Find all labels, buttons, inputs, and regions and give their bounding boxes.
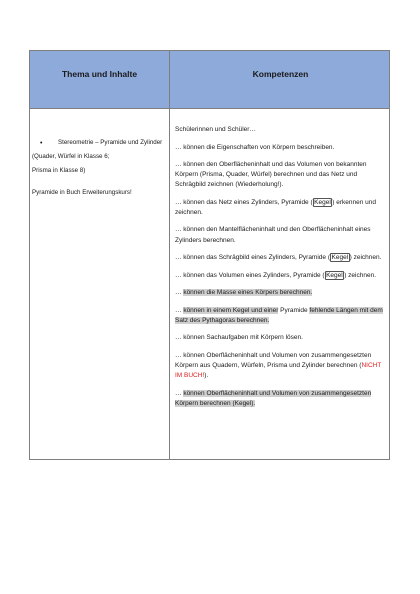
header-topics: Thema und Inhalte: [61, 69, 138, 79]
kegel-marked: Kegel: [326, 271, 343, 279]
competency-item: … können in einem Kegel und einer Pyramide fehlende Längen mit dem Satz des Pythagoras berechnen.: [175, 306, 383, 324]
competency-item: … können die Eigenschaften von Körpern beschreiben.: [175, 143, 335, 151]
competency-item: … können den Oberflächeninhalt und das Volumen von bekannten Körpern (Prisma, Quader, Würfel) berechnen und das Netz und Schrägbild zeichnen (Wiederholung!).: [175, 161, 367, 189]
competency-item: … können die Masse eines Körpers berechnen.: [175, 289, 313, 297]
competency-table: [29, 50, 390, 460]
kegel-marked: Kegel: [331, 254, 349, 262]
highlighted-text: fehlende Längen mit dem Satz des Pythagoras berechnen.: [175, 306, 383, 324]
topic-note-grade8: Prisma in Klasse 8): [32, 167, 86, 175]
competency-item: … können das Volumen eines Zylinders, Pyramide ( Kegel ) zeichnen.: [175, 271, 376, 279]
highlighted-text: können Oberflächeninhalt und Volumen von zusammengesetzten Körpern berechnen (Kegel).: [175, 389, 372, 407]
competency-item: … können Oberflächeninhalt und Volumen von zusammengesetzten Körpern berechnen (Kegel).: [175, 389, 372, 407]
column-divider: [169, 51, 170, 459]
topics-cell: [32, 139, 166, 198]
topic-bullet-item: [36, 139, 166, 148]
competency-item: … können Sachaufgaben mit Körpern lösen.: [175, 334, 303, 342]
table-header: [30, 51, 389, 109]
bullet-icon: •: [40, 140, 43, 147]
highlighted-text: können in einem Kegel und einer: [183, 306, 279, 314]
kegel-marked: Kegel: [314, 198, 331, 206]
competency-item: … können das Netz eines Zylinders, Pyramide ( Kegel ) erkennen und zeichnen.: [175, 198, 377, 216]
competencies-cell: [175, 125, 387, 416]
competency-item: … können den Mantelflächeninhalt und den Oberflächeninhalt eines Zylinders berechnen.: [175, 226, 371, 244]
red-note: NICHT IM BUCH!: [175, 362, 382, 380]
highlighted-text: können die Masse eines Körpers berechnen.: [183, 289, 313, 297]
competency-intro: Schülerinnen und Schüler…: [175, 126, 256, 133]
topic-note-book: Pyramide in Buch Erweiterungskurs!: [32, 189, 132, 197]
competency-item: … können Oberflächeninhalt und Volumen von zusammengesetzten Körpern aus Quadern, Würfeln, Prisma und Zylinder berechnen (NICHT IM BUCH!).: [175, 351, 382, 380]
header-competencies: Kompetenzen: [252, 69, 309, 79]
topic-note-grade6: (Quader, Würfel in Klasse 6;: [32, 153, 110, 161]
topic-title: Stereometrie – Pyramide und Zylinder: [58, 139, 163, 146]
competency-item: … können das Schrägbild eines Zylinders, Pyramide ( Kegel ) zeichnen.: [175, 254, 382, 262]
